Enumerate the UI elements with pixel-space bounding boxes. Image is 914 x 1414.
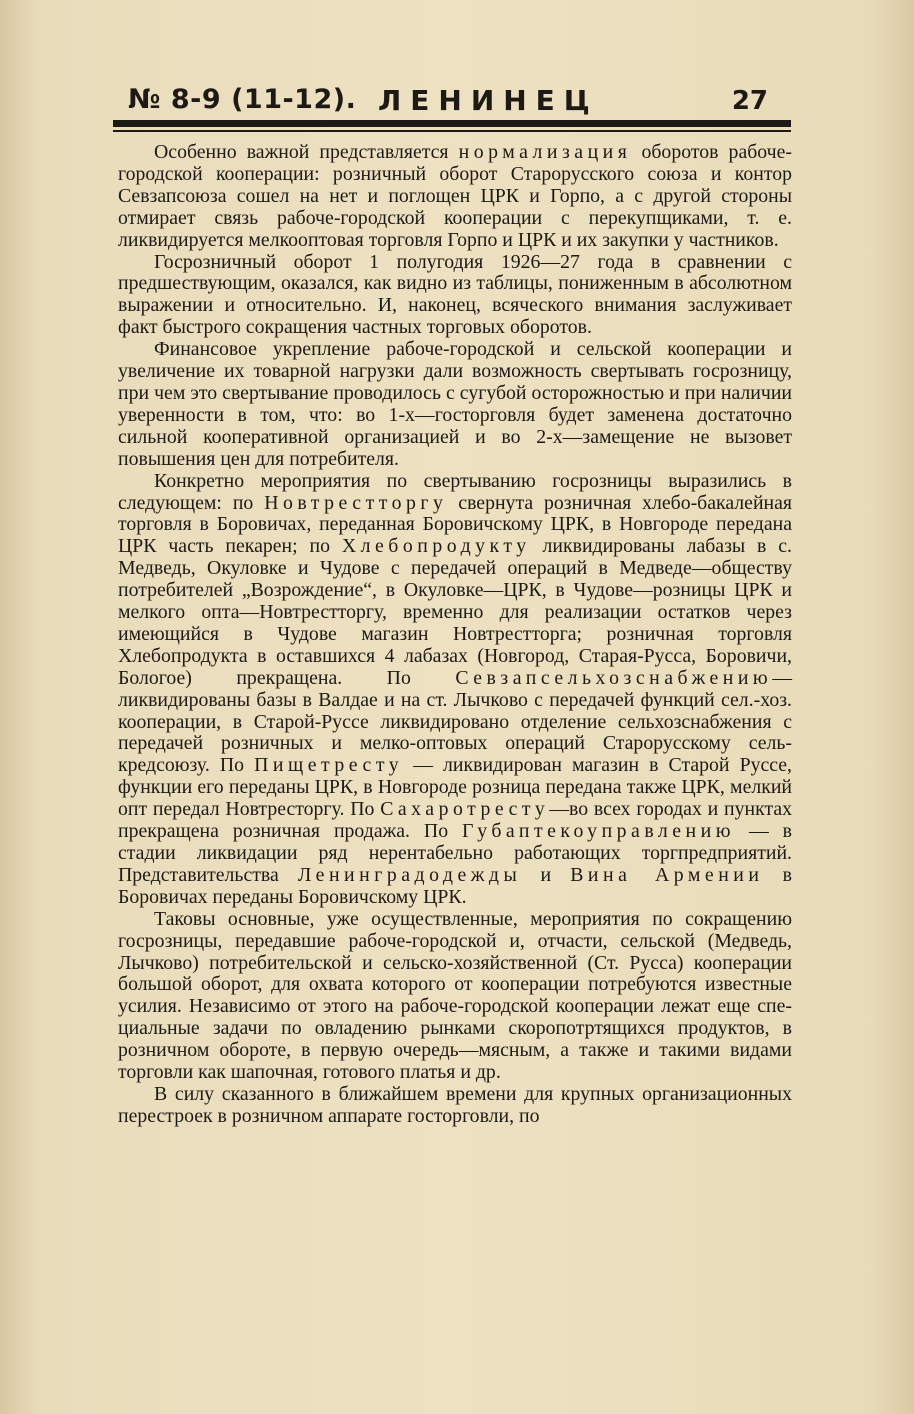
page-header [128,84,792,124]
text-run: ликвидированы лабазы в с. Медведь, Окуловке и Чудове с передачей операций в Медведе—обществу потребителей „Возрождение“, в Окуловке—ЦРК, в Чудове—розницы ЦРК и мелкого опта—Новтрестторгу, временно для реализации остатков через имеющийся в Чудове магазин Новтрестторга; розничная торговля Хлебопродукта в оставшихся 4 лабазах (Новгород, Старая-Русса, Боровичи, Бологое) прекращена. По [118,535,793,689]
page-number: 27 [731,86,768,116]
paragraph [118,252,792,340]
emphasized-name: Новтрестторгу [264,491,448,514]
text-run: в Боровичах переданы Боровичскому ЦРК. [118,863,792,908]
issue-number: № 8-9 (11-12). [128,84,357,115]
paragraph [118,142,792,252]
emphasized-name: Севзапсельхозснабжению [455,666,773,689]
text-run: Таковы основные, уже осуществленные, мероприятия по сокращению госрозницы, передавшие рабоче-городской и, отчасти, сельской (Медведь, Лычково) потребительской и сельско-хозяйственной (Ст. Русса) кооперации большой оборот, для охвата которого от кооперации потребуются известные усилия. Независимо от этого на рабоче-городской кооперации лежат еще специальные задачи по овладению рынками скоропотртящихся продуктов, в розничном обороте, в первую очередь—мясным, а также и такими видами торговли как шапочная, готового платья и др. [118,907,792,1084]
text-run: и [521,863,571,886]
text-run: свернута розничная хлебо-бакалейная торговля в Боровичах, переданная Боровичскому ЦРК, в Новгороде передана ЦРК часть пекарен; по [118,491,792,558]
text-run: —во всех городах и пунктах прекращена розничная продажа. По [118,798,793,843]
text-run: Особенно важной представляется [154,141,459,163]
text-run: В силу сказанного в ближайшем времени для крупных организационных перестроек в розничном аппарате госторговли, по [118,1082,792,1127]
header-rule-thin [113,130,791,132]
text-run: — ликвидирован магазин в Старой Руссе, функции его переданы ЦРК, в Новгороде розница передана также ЦРК, мелкий опт передал Новтресторгу. По [118,754,793,821]
text-run: — в стадии ликвидации ряд нерентабельно работающих торгпредприятий. Представительства [118,820,792,886]
text-run: Конкретно мероприятия по свертыванию госрозницы выразились в следующем: по [118,469,792,514]
emphasized-name: Ленинградодежды [297,863,522,886]
paragraph [118,471,792,909]
emphasized-name: Губаптекоуправлению [462,820,736,843]
header-rule-thick [113,120,791,127]
emphasized-name: Хлебопродукту [341,535,531,558]
emphasized-name: нормализация [458,141,632,163]
paragraph [118,339,792,470]
paragraph [118,1084,792,1128]
text-run: оборотов рабоче-городской кооперации: розничный оборот Старорусского союза и контор Севзапсоюза сошел на нет и поглощен ЦРК и Горпо, а с другой стороны отмирает связь рабоче-городской кооперации с перекупщиками, т. е. ликвидируется мелкооптовая торговля Горпо и ЦРК и их закупки у частников. [118,141,792,251]
emphasized-name: Сахаротресту [380,798,550,821]
paragraph [118,909,792,1084]
article-body [118,142,792,1128]
text-run: —ликвидированы базы в Валдае и на ст. Лычково с передачей функций сел.-хоз. кооперации, в Старой-Руссе ликвидировано отделение сельхозснабжения с передачей розничных и мелко-оптовых операций Старорусскому селькредсоюзу. По [118,666,792,777]
emphasized-name: Вина Армении [570,863,764,886]
journal-title: ЛЕНИНЕЦ [378,84,599,117]
text-run: Госрозничный оборот 1 полугодия 1926—27 года в сравнении с предшествующим, оказался, как видно из таблицы, пониженным в абсолютном выражении и относительно. И, наконец, всяческого внимания заслуживает факт быстрого сокращения частных торговых оборотов. [118,250,792,339]
emphasized-name: Пищетресту [254,754,404,777]
text-run: Финансовое укрепление рабоче-городской и сельской кооперации и увеличение их товарной нагрузки дали возможность свертывать госрозницу, при чем это свертывание проводилось с сугубой осторожностью и при наличии уверенности в том, что: во 1-х—госторговля будет заменена достаточно сильной кооперативной организацией и во 2-х—замещение не вызовет повышения цен для потребителя. [118,338,792,470]
